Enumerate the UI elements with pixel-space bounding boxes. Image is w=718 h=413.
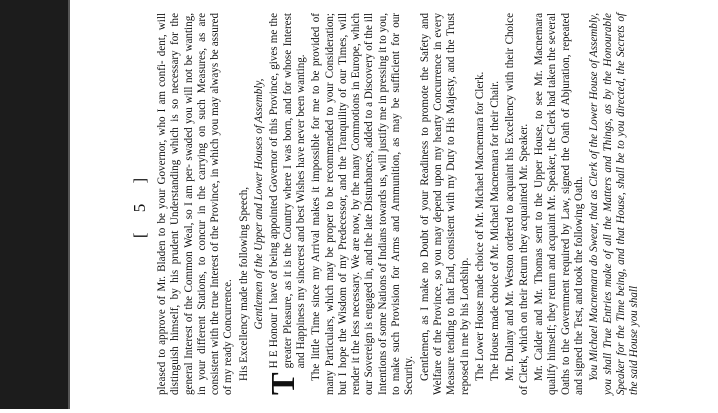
speech-paragraph-2: The little Time since my Arrival makes it impossible for me to be provided of many Particulars, which may be proper to be recommended to your Consideration; but I hope the Wisdom of my Predecessor, and the Tranquility of our Times, will render it the less necessary. We are now, by the many Commotions in Europe, which our Sovereign is engaged in, and the late Disturbances, added to a Discovery of the ill Intentions of some Nations of Indians towards us, will justify me in pressing it to you, to make such Provision for Arms and Ammunition, as may be sufficient for our Security.: [310, 13, 416, 395]
drop-cap: T: [265, 372, 303, 395]
intro-line: Concurrence.: [222, 279, 235, 339]
speech-paragraph-1: [265, 13, 308, 395]
speech-salutation: Gentlemen of the Upper and Lower Houses of Assembly,: [253, 78, 266, 330]
scan-border-strip: [0, 0, 70, 409]
intro-line: dent, will distinguish himself, by his prudent Understanding which is so: [156, 13, 182, 395]
intro-line: necessary for the general Interest of the Common Weal, so I am per-: [169, 12, 195, 395]
intro-line: swaded you will not be wanting, in your different Stations, to concur in: [182, 12, 208, 395]
speech-paragraph-1-text: H E Honour I have of being appointed Governor of this Province, gives me the greater Pleasure, as it is the Country where I was born, and for whose Interest and Happiness my sincerest and best Wishes have never been wanting.: [268, 13, 307, 369]
proceedings-line-2: The House made choice of Mr. Michael Macnemara for their Chair.: [489, 80, 502, 381]
proceedings-line-3: Mr. Dulany and Mr. Weston ordered to acquaint his Excellency with their Choice of Clerk, which on their Return they acquainted Mr. Speaker.: [504, 13, 530, 395]
rotated-page-container: [118, 0, 718, 413]
document-page: [118, 0, 718, 413]
intro-line: the carrying on such Measures, as are consistent with the true Interest of: [195, 13, 222, 395]
speech-paragraph-3: Gentlemen, as I make no Doubt of your Readiness to promote the Safety and Welfare of the Province, so you may depend upon my hearty Concurrence in every Measure tending to that End, consistent with my Duty to His Majesty, and the Trust reposed in me by his Lordship.: [418, 13, 471, 395]
intro-paragraph: [156, 13, 236, 395]
intro-line: the Province, in which you may always be assured of my ready: [209, 13, 235, 395]
oath-text: You Michael Macnemara do Swear, that as Clerk of the Lower House of Assembly, you shall True Entries make of all the Matters and Things, as by the Honourable Speaker for the Time being, and that House, shall be to you directed, the Secrets of the said House you shall: [588, 13, 641, 395]
proceedings-line-4: Mr. Calder and Mr. Thomas sent to the Upper House, to see Mr. Macnemara qualify himself; they return and acquaint Mr. Speaker, the Clerk had taken the several Oaths to the Government required by Law, signed the Oath of Abjuration, repeated and signed the Test, and took the following Oath.: [533, 13, 585, 395]
speech-intro: His Excellency made the following Speech,: [237, 186, 250, 381]
proceedings-line-1: The Lower House made choice of Mr. Michael Macnemara for Clerk.: [473, 71, 486, 381]
page-number: [ 5 ]: [130, 169, 149, 239]
intro-line: pleased to approve of Mr. Bladen to be your Governor, who I am confi-: [156, 60, 168, 395]
